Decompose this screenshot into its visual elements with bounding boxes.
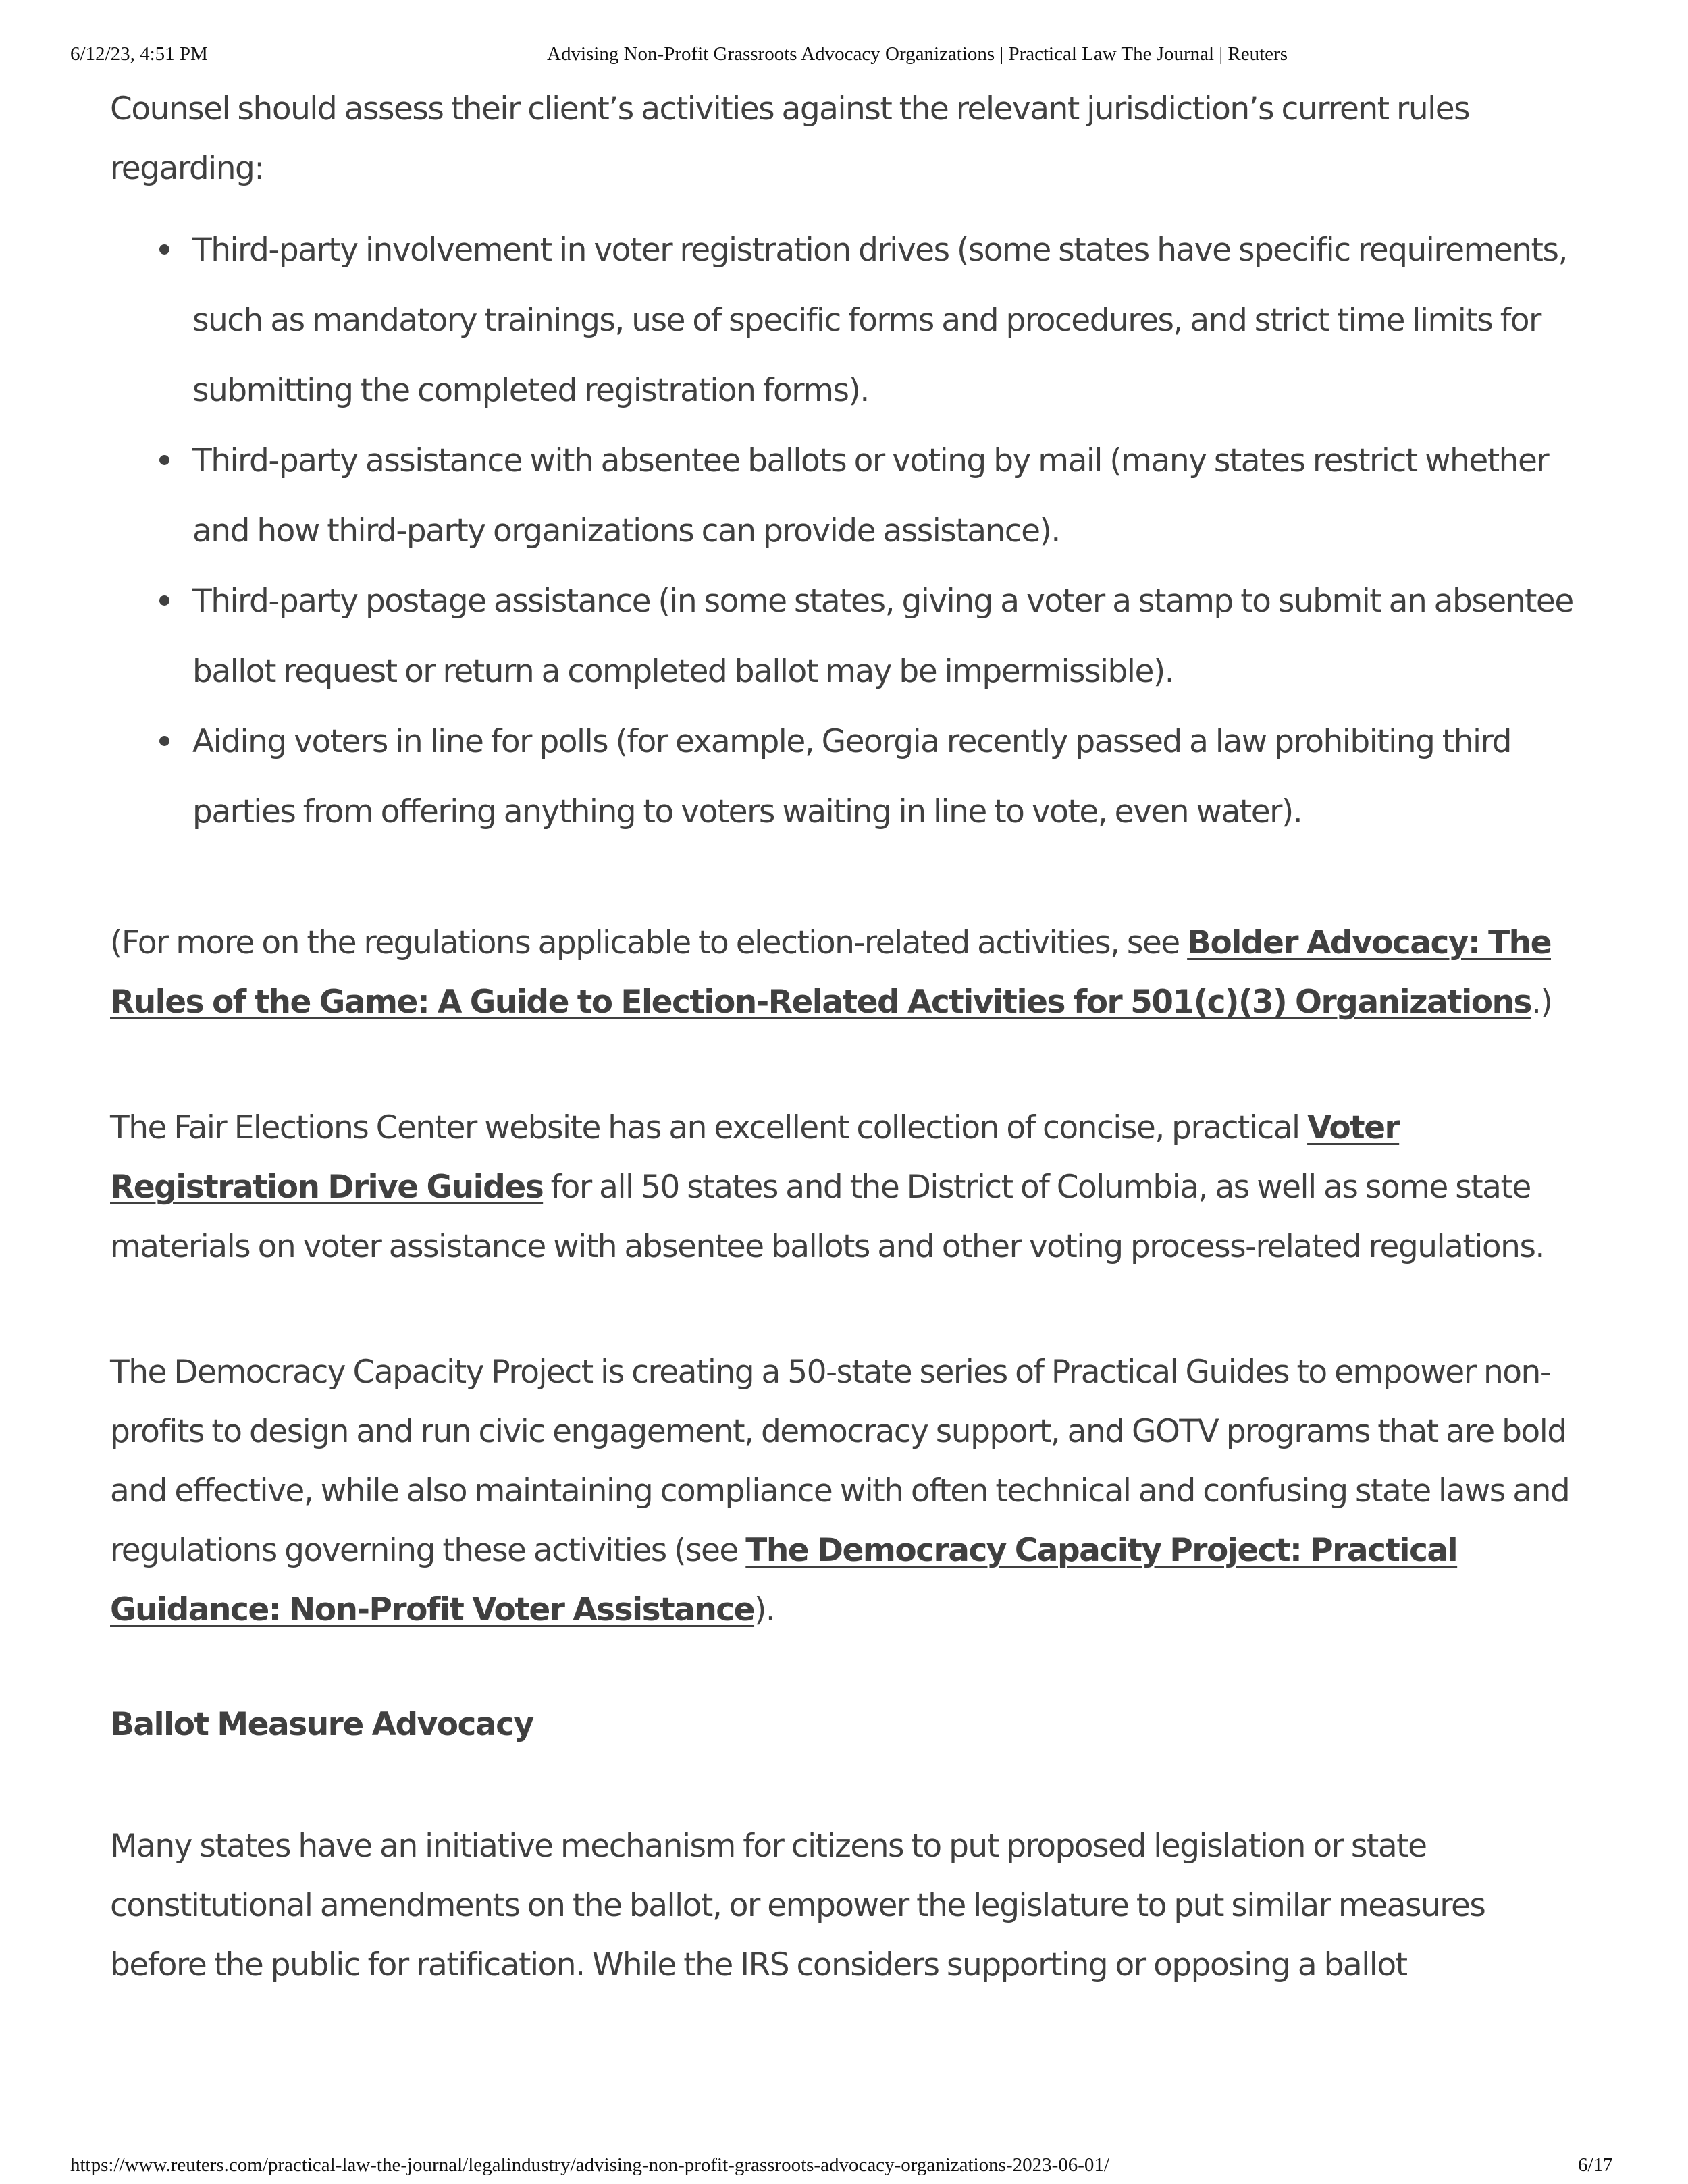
democracy-capacity-paragraph: The Democracy Capacity Project is creating a 50-state series of Practical Guides to empower non-profits to design and run civic engagement, democracy support, and GOTV programs that are bold and effective, while also maintaining compliance with often technical and confusing state laws and regulations governing these activities (see The Democracy Capacity Project: Practical Guidance: Non-Profit Voter Assistance). [110, 1354, 1570, 1628]
print-datetime: 6/12/23, 4:51 PM [70, 43, 208, 65]
intro-paragraph: Counsel should assess their client’s activities against the relevant jurisdiction’s current rules regarding: [110, 90, 1470, 187]
print-page-number: 6/17 [1578, 2154, 1613, 2176]
bullet-icon [159, 736, 169, 746]
bullet-icon [159, 595, 169, 606]
ballot-measure-paragraph: Many states have an initiative mechanism for citizens to put proposed legislation or state constitutional amendments on the ballot, or empower the legislature to put similar measures before the public for ratification. While the IRS considers supporting or opposing a ballot [110, 1828, 1485, 1983]
article-body [110, 80, 1589, 1995]
fair-elections-paragraph: The Fair Elections Center website has an excellent collection of concise, practical Voter Registration Drive Guides for all 50 states and the District of Columbia, as well as some state materials on voter assistance with absentee ballots and other voting process-related regulations. [110, 1109, 1544, 1265]
bullet-icon [159, 455, 169, 465]
requirements-list [110, 215, 1589, 847]
list-item: Third-party assistance with absentee ballots or voting by mail (many states restrict whether and how third-party organizations can provide assistance). [192, 426, 1589, 566]
democracy-capacity-link[interactable]: The Democracy Capacity Project: Practical Guidance: Non-Profit Voter Assistance [110, 1532, 1458, 1628]
bullet-icon [159, 244, 169, 255]
section-heading: Ballot Measure Advocacy [110, 1706, 533, 1743]
voter-registration-guides-link[interactable]: Voter Registration Drive Guides [110, 1109, 1400, 1206]
list-item: Third-party involvement in voter registration drives (some states have specific requirements, such as mandatory trainings, use of specific forms and procedures, and strict time limits for submitting the completed registration forms). [192, 215, 1589, 426]
bolder-advocacy-paragraph: (For more on the regulations applicable to election-related activities, see Bolder Advocacy: The Rules of the Game: A Guide to Election-Related Activities for 501(c)(3) Organizations.) [110, 924, 1552, 1021]
bolder-advocacy-link[interactable]: Bolder Advocacy: The Rules of the Game: A Guide to Election-Related Activities for 501(c)(3) Organizations [110, 924, 1551, 1021]
list-item: Aiding voters in line for polls (for example, Georgia recently passed a law prohibiting third parties from offering anything to voters waiting in line to vote, even water). [192, 707, 1589, 847]
list-item: Third-party postage assistance (in some states, giving a voter a stamp to submit an absentee ballot request or return a completed ballot may be impermissible). [192, 566, 1589, 707]
print-page-title: Advising Non-Profit Grassroots Advocacy Organizations | Practical Law The Journal | Reuters [547, 43, 1288, 65]
print-url: https://www.reuters.com/practical-law-the-journal/legalindustry/advising-non-profit-grassroots-advocacy-organizations-2023-06-01/ [70, 2154, 1109, 2176]
